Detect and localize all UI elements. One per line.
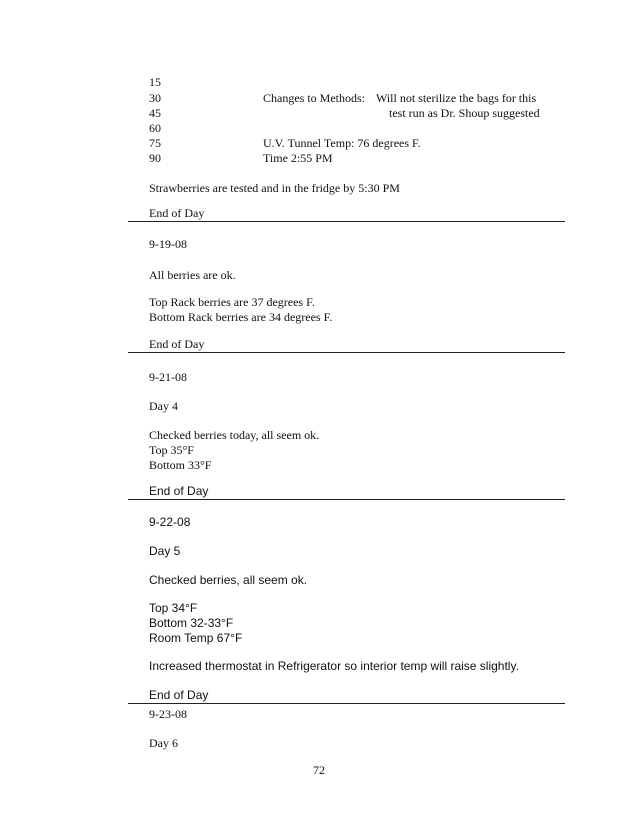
divider-4 [128,703,565,704]
time-60: 60 [149,121,161,135]
thermostat-note: Increased thermostat in Refrigerator so interior temp will raise slightly. [149,659,519,673]
time-15: 15 [149,75,161,89]
strawberries-note: Strawberries are tested and in the fridge by 5:30 PM [149,181,400,195]
divider-2 [128,352,565,353]
day-6: Day 6 [149,736,178,750]
bottom-rack-temp: Bottom Rack berries are 34 degrees F. [149,310,333,324]
checked-berries-today: Checked berries today, all seem ok. [149,428,320,442]
page-number: 72 [313,763,325,777]
date-9-22-08: 9-22-08 [149,515,191,529]
end-of-day-3: End of Day [149,484,209,498]
divider-1 [128,221,565,222]
all-berries-ok: All berries are ok. [149,268,236,282]
end-of-day-4: End of Day [149,688,209,702]
divider-3 [128,499,565,500]
uv-tunnel-temp: U.V. Tunnel Temp: 76 degrees F. [263,136,421,150]
end-of-day-1: End of Day [149,206,205,220]
methods-label: Changes to Methods: [263,91,365,105]
time-45: 45 [149,106,161,120]
time-30: 30 [149,91,161,105]
day-5: Day 5 [149,544,181,558]
room-temp-67f: Room Temp 67°F [149,631,243,645]
methods-line-1: Will not sterilize the bags for this [376,91,537,105]
day-4: Day 4 [149,399,178,413]
methods-line-2: test run as Dr. Shoup suggested [389,106,540,120]
date-9-19-08: 9-19-08 [149,237,187,251]
date-9-21-08: 9-21-08 [149,370,187,384]
time-75: 75 [149,136,161,150]
bottom-32-33f: Bottom 32-33°F [149,616,234,630]
end-of-day-2: End of Day [149,337,205,351]
date-9-23-08: 9-23-08 [149,707,187,721]
top-35f: Top 35°F [149,443,194,457]
time-note: Time 2:55 PM [263,151,333,165]
bottom-33f: Bottom 33°F [149,458,212,472]
checked-berries: Checked berries, all seem ok. [149,573,308,587]
top-rack-temp: Top Rack berries are 37 degrees F. [149,295,315,309]
time-90: 90 [149,151,161,165]
top-34f: Top 34°F [149,601,198,615]
